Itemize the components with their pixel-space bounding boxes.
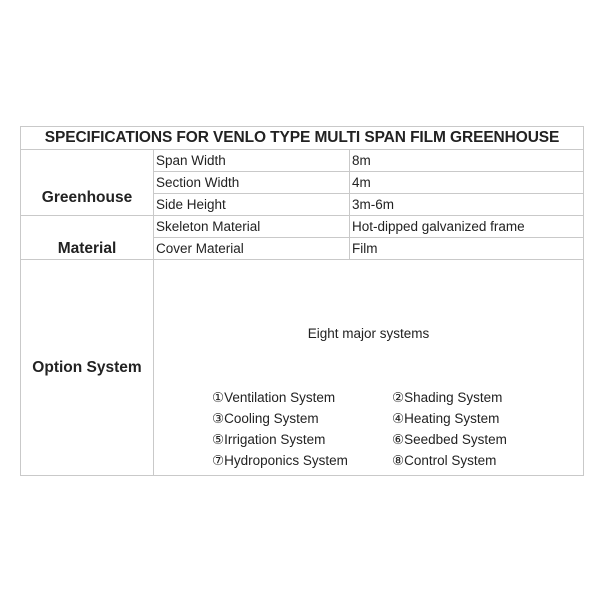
specifications-table xyxy=(20,126,584,476)
spec-value: 8m xyxy=(350,150,584,172)
system-item: ⑥Seedbed System xyxy=(392,432,507,447)
spec-key: Skeleton Material xyxy=(154,216,350,238)
option-systems-heading: Eight major systems xyxy=(307,326,430,341)
table-row xyxy=(21,150,584,172)
group-label-material: Material xyxy=(21,216,154,260)
group-label-option-system: Option System xyxy=(21,260,154,476)
spec-key: Section Width xyxy=(154,172,350,194)
spec-key: Span Width xyxy=(154,150,350,172)
title-row xyxy=(21,127,584,150)
spec-key: Side Height xyxy=(154,194,350,216)
option-systems-cell xyxy=(154,260,584,476)
system-item: ③Cooling System xyxy=(212,411,319,426)
table-row xyxy=(21,216,584,238)
table-title: SPECIFICATIONS FOR VENLO TYPE MULTI SPAN FILM GREENHOUSE xyxy=(21,127,584,150)
spec-key: Cover Material xyxy=(154,238,350,260)
system-item: ④Heating System xyxy=(392,411,500,426)
system-item: ⑧Control System xyxy=(392,453,497,468)
spec-value: Hot-dipped galvanized frame xyxy=(350,216,584,238)
spec-value: Film xyxy=(350,238,584,260)
spec-value: 4m xyxy=(350,172,584,194)
table-row xyxy=(21,260,584,476)
system-item: ⑦Hydroponics System xyxy=(212,453,348,468)
system-item: ①Ventilation System xyxy=(212,390,336,405)
system-item: ②Shading System xyxy=(392,390,503,405)
system-item: ⑤Irrigation System xyxy=(212,432,326,447)
group-label-greenhouse: Greenhouse xyxy=(21,150,154,216)
spec-value: 3m-6m xyxy=(350,194,584,216)
